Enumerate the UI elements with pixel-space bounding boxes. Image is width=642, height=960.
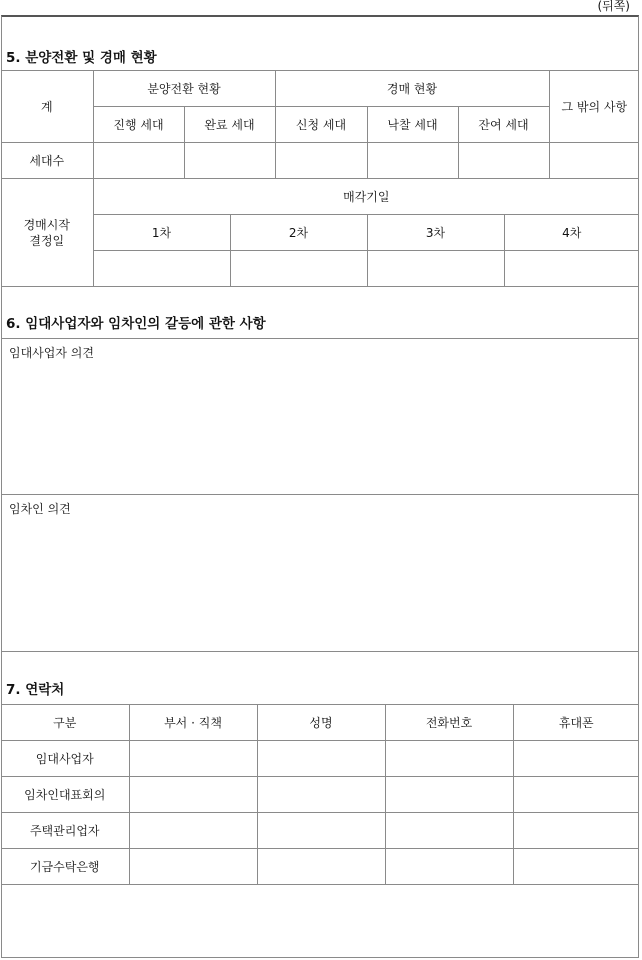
input-cell[interactable] <box>129 813 257 849</box>
contact-table <box>1 704 639 885</box>
input-cell[interactable] <box>458 143 549 179</box>
sale-conversion-header: 분양전환 현황 <box>93 71 275 107</box>
contact-header: 성명 <box>257 705 385 741</box>
contact-row-label: 기금수탁은행 <box>1 849 129 885</box>
input-cell[interactable] <box>93 251 230 287</box>
input-cell[interactable] <box>257 813 385 849</box>
contact-header: 휴대폰 <box>513 705 639 741</box>
input-cell[interactable] <box>129 741 257 777</box>
contact-row-label: 임차인대표회의 <box>1 777 129 813</box>
input-cell[interactable] <box>504 251 639 287</box>
input-cell[interactable] <box>367 251 504 287</box>
input-cell[interactable] <box>129 849 257 885</box>
sub-header: 낙찰 세대 <box>367 107 458 143</box>
auction-start-label: 경매시작 결정일 <box>1 179 93 287</box>
input-cell[interactable] <box>129 777 257 813</box>
page-side-label: (뒤쪽) <box>597 0 630 13</box>
input-cell[interactable] <box>257 741 385 777</box>
round-header: 4차 <box>504 215 639 251</box>
input-cell[interactable] <box>230 251 367 287</box>
input-cell[interactable] <box>385 849 513 885</box>
sub-header: 진행 세대 <box>93 107 184 143</box>
input-cell[interactable] <box>257 849 385 885</box>
households-label: 세대수 <box>1 143 93 179</box>
input-cell[interactable] <box>275 143 367 179</box>
input-cell[interactable] <box>513 741 639 777</box>
sub-header: 잔여 세대 <box>458 107 549 143</box>
input-cell[interactable] <box>385 813 513 849</box>
input-cell[interactable] <box>184 143 275 179</box>
round-header: 1차 <box>93 215 230 251</box>
input-cell[interactable] <box>513 777 639 813</box>
sub-header: 완료 세대 <box>184 107 275 143</box>
tenant-opinion-label: 임차인 의견 <box>9 502 71 516</box>
other-header: 그 밖의 사항 <box>549 71 639 143</box>
round-header: 3차 <box>367 215 504 251</box>
section5-title: 5. 분양전환 및 경매 현황 <box>6 50 157 66</box>
contact-row-label: 임대사업자 <box>1 741 129 777</box>
section7-title: 7. 연락처 <box>6 682 65 698</box>
input-cell[interactable] <box>549 143 639 179</box>
round-header: 2차 <box>230 215 367 251</box>
divider <box>1 651 639 652</box>
sub-header: 신청 세대 <box>275 107 367 143</box>
contact-header: 부서 · 직책 <box>129 705 257 741</box>
total-label: 계 <box>1 71 93 143</box>
landlord-opinion-label: 임대사업자 의견 <box>9 346 94 360</box>
input-cell[interactable] <box>513 849 639 885</box>
contact-header: 전화번호 <box>385 705 513 741</box>
input-cell[interactable] <box>367 143 458 179</box>
input-cell[interactable] <box>385 777 513 813</box>
auction-status-header: 경매 현황 <box>275 71 549 107</box>
sale-auction-table <box>1 70 639 179</box>
contact-header: 구분 <box>1 705 129 741</box>
divider <box>1 494 639 495</box>
divider <box>1 338 639 339</box>
sale-date-header: 매각기일 <box>93 179 639 215</box>
contact-row-label: 주택관리업자 <box>1 813 129 849</box>
input-cell[interactable] <box>257 777 385 813</box>
section6-title: 6. 임대사업자와 임차인의 갈등에 관한 사항 <box>6 316 266 332</box>
auction-date-table <box>1 178 639 287</box>
input-cell[interactable] <box>93 143 184 179</box>
input-cell[interactable] <box>513 813 639 849</box>
input-cell[interactable] <box>385 741 513 777</box>
